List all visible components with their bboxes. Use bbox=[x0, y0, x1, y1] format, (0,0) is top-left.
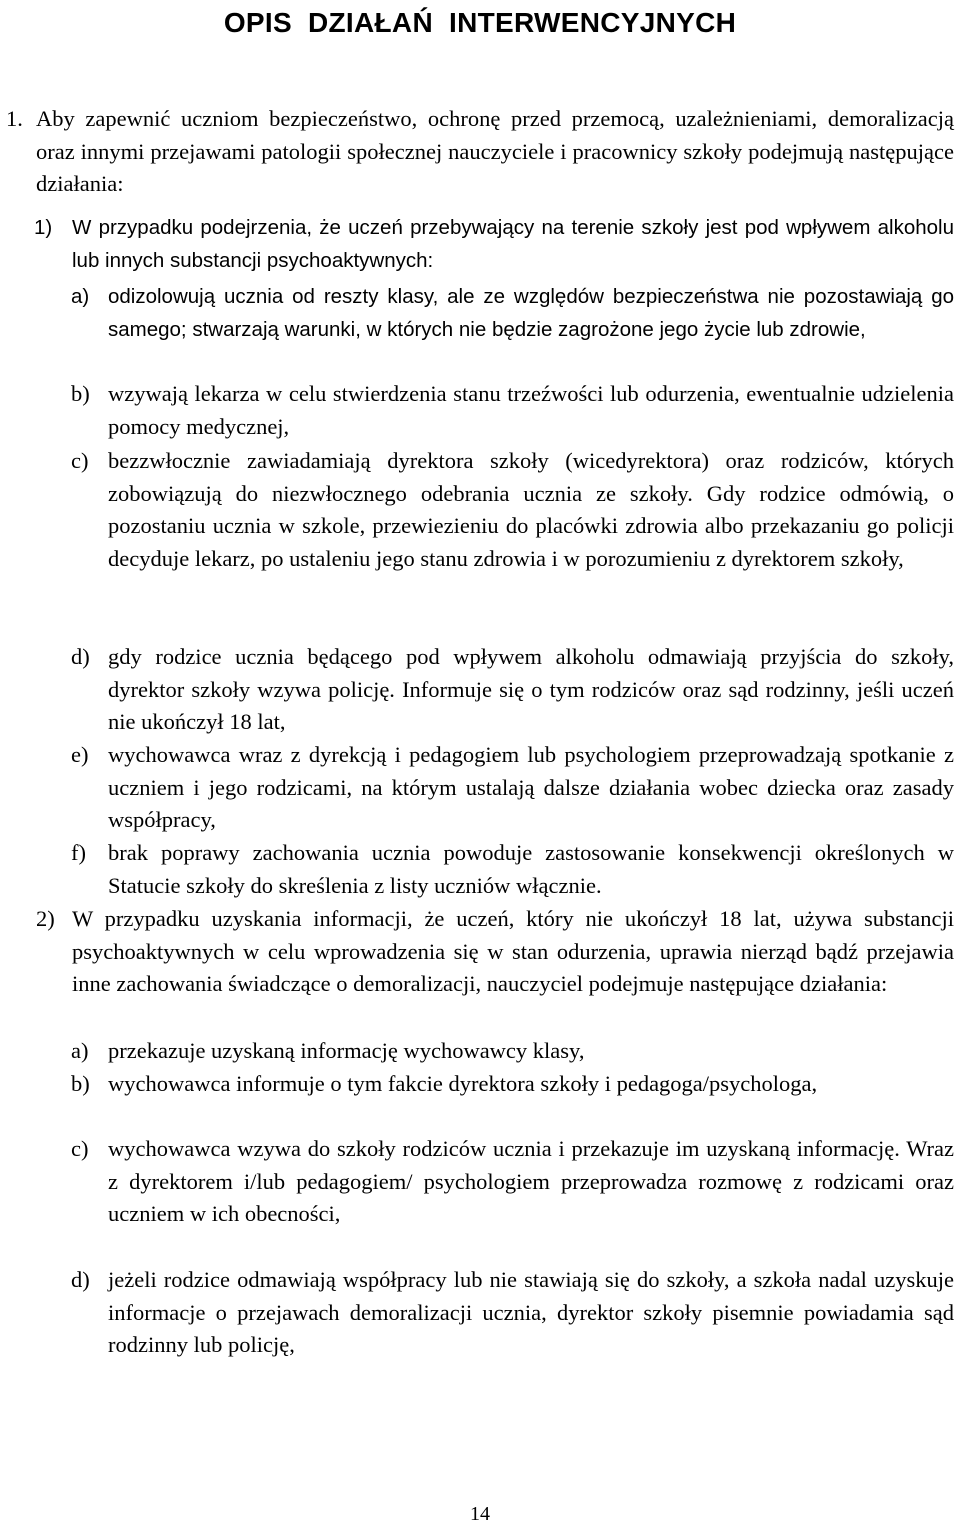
item-letter: c) bbox=[71, 1136, 89, 1161]
intro-number: 1. bbox=[6, 106, 23, 131]
item-letter: f) bbox=[71, 840, 86, 865]
page-number: 14 bbox=[470, 1503, 490, 1525]
item-text: odizolowują ucznia od reszty klasy, ale ze względów bezpieczeństwa nie pozostawiają go samego; stwarzają warunki, w których nie będzie zagrożone jego życie lub zdrowie, bbox=[108, 285, 954, 341]
item-text: bezzwłocznie zawiadamiają dyrektora szkoły (wicedyrektora) oraz rodziców, których zobowiązują do niezwłocznego odebrania ucznia ze szkoły. Gdy rodzice odmówią, o pozostaniu ucznia w szkole, przewiezieniu do placówki zdrowia albo przekazaniu go policji decyduje lekarz, po ustaleniu jego stanu zdrowia i w porozumieniu z dyrektorem szkoły, bbox=[108, 448, 954, 572]
item-letter: b) bbox=[71, 381, 90, 406]
section-1-heading bbox=[34, 212, 954, 277]
item-letter: c) bbox=[71, 448, 89, 473]
section-1-item-c bbox=[71, 445, 954, 576]
section-2-item-c bbox=[71, 1133, 954, 1231]
item-text: wychowawca informuje o tym fakcie dyrektora szkoły i pedagoga/psychologa, bbox=[108, 1071, 818, 1096]
item-text: gdy rodzice ucznia będącego pod wpływem alkoholu odmawiają przyjścia do szkoły, dyrektor szkoły wzywa policję. Informuje się o tym rodziców oraz sąd rodzinny, jeśli uczeń nie ukończył 18 lat, bbox=[108, 644, 954, 735]
section-1-item-d bbox=[71, 641, 954, 739]
item-letter: a) bbox=[71, 1038, 89, 1063]
item-letter: a) bbox=[71, 285, 90, 308]
section-2-item-b bbox=[71, 1068, 954, 1101]
section-1-text: W przypadku podejrzenia, że uczeń przebywający na terenie szkoły jest pod wpływem alkoholu lub innych substancji psychoaktywnych: bbox=[72, 216, 954, 272]
item-text: wychowawca wraz z dyrekcją i pedagogiem lub psychologiem przeprowadzają spotkanie z uczniem i jego rodzicami, na którym ustalają dalsze działania wobec dziecka oraz zasady współpracy, bbox=[108, 742, 954, 833]
intro-paragraph bbox=[6, 103, 954, 201]
section-2-number: 2) bbox=[36, 906, 55, 931]
item-text: wzywają lekarza w celu stwierdzenia stanu trzeźwości lub odurzenia, ewentualnie udzielenia pomocy medycznej, bbox=[108, 381, 954, 439]
page-title: OPIS DZIAŁAŃ INTERWENCYJNYCH bbox=[223, 7, 737, 38]
section-2-item-a bbox=[71, 1035, 954, 1068]
item-letter: e) bbox=[71, 742, 89, 767]
item-text: brak poprawy zachowania ucznia powoduje zastosowanie konsekwencji określonych w Statucie szkoły do skreślenia z listy uczniów włącznie. bbox=[108, 840, 954, 898]
item-letter: b) bbox=[71, 1071, 90, 1096]
section-2-heading bbox=[36, 903, 954, 1001]
item-letter: d) bbox=[71, 644, 90, 669]
item-letter: d) bbox=[71, 1267, 90, 1292]
item-text: przekazuje uzyskaną informację wychowawcy klasy, bbox=[108, 1038, 585, 1063]
section-1-item-e bbox=[71, 739, 954, 837]
item-text: jeżeli rodzice odmawiają współpracy lub nie stawiają się do szkoły, a szkoła nadal uzyskuje informacje o przejawach demoralizacji ucznia, dyrektor szkoły pisemnie powiadamia sąd rodzinny lub policję, bbox=[108, 1267, 954, 1358]
section-1-number: 1) bbox=[34, 216, 53, 239]
intro-text: Aby zapewnić uczniom bezpieczeństwo, ochronę przed przemocą, uzależnieniami, demoralizacją oraz innymi przejawami patologii społecznej nauczyciele i pracownicy szkoły podejmują następujące działania: bbox=[36, 106, 954, 197]
section-1-item-f bbox=[71, 837, 954, 902]
section-1-item-b bbox=[71, 378, 954, 443]
section-2-text: W przypadku uzyskania informacji, że uczeń, który nie ukończył 18 lat, używa substancji psychoaktywnych w celu wprowadzenia się w stan odurzenia, uprawia nierząd bądź przejawia inne zachowania świadczące o demoralizacji, nauczyciel podejmuje następujące działania: bbox=[72, 906, 954, 997]
item-text: wychowawca wzywa do szkoły rodziców ucznia i przekazuje im uzyskaną informację. Wraz z dyrektorem i/lub pedagogiem/ psychologiem przeprowadza rozmowę z rodzicami oraz uczniem w ich obecności, bbox=[108, 1136, 954, 1227]
section-2-item-d bbox=[71, 1264, 954, 1362]
section-1-item-a bbox=[71, 281, 954, 346]
